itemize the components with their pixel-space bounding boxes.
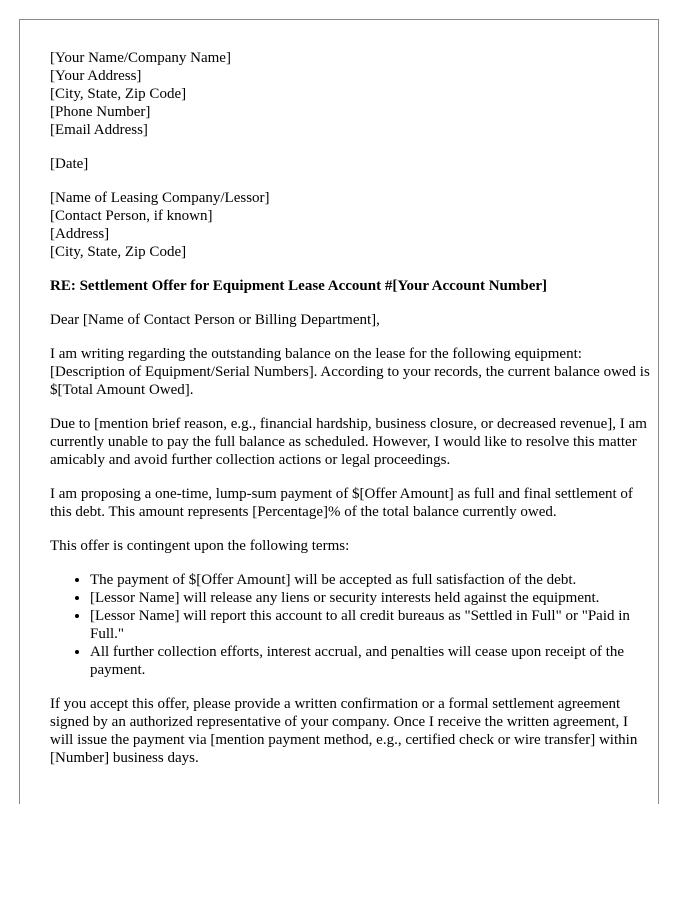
recipient-company: [Name of Leasing Company/Lessor] <box>50 190 270 206</box>
terms-list-item: • All further collection efforts, interest accrual, and penalties will cease upon receipt of the payment. <box>90 643 650 679</box>
sender-phone: [Phone Number] <box>50 104 151 120</box>
recipient-contact: [Contact Person, if known] <box>50 208 213 224</box>
paragraph-acceptance: If you accept this offer, please provide a written confirmation or a formal settlement agreement signed by an authorized representative of your company. Once I receive the written agreement, I will issue the payment via [mention payment method, e.g., certified check or wire transfer] within [Number] business days. <box>50 696 638 766</box>
recipient-block <box>50 189 650 261</box>
sender-block <box>50 49 650 139</box>
terms-list <box>50 571 650 679</box>
letter-date: [Date] <box>50 156 89 172</box>
letter-page <box>19 19 659 804</box>
sender-address: [Your Address] <box>50 68 142 84</box>
salutation: Dear [Name of Contact Person or Billing Department], <box>50 312 380 328</box>
sender-name: [Your Name/Company Name] <box>50 50 231 66</box>
letter-body <box>50 49 650 783</box>
recipient-city-state-zip: [City, State, Zip Code] <box>50 244 187 260</box>
sender-email: [Email Address] <box>50 122 148 138</box>
terms-list-item: • [Lessor Name] will report this account to all credit bureaus as "Settled in Full" or "Paid in Full." <box>90 607 650 643</box>
subject-line: RE: Settlement Offer for Equipment Lease Account #[Your Account Number] <box>50 278 548 294</box>
terms-list-item: • [Lessor Name] will release any liens or security interests held against the equipment. <box>90 589 650 607</box>
paragraph-proposal: I am proposing a one-time, lump-sum payment of $[Offer Amount] as full and final settlement of this debt. This amount represents [Percentage]% of the total balance currently owed. <box>50 486 633 520</box>
sender-city-state-zip: [City, State, Zip Code] <box>50 86 187 102</box>
paragraph-terms-intro: This offer is contingent upon the following terms: <box>50 538 350 554</box>
recipient-address: [Address] <box>50 226 110 242</box>
terms-list-item: • The payment of $[Offer Amount] will be accepted as full satisfaction of the debt. <box>90 571 650 589</box>
paragraph-reason: Due to [mention brief reason, e.g., financial hardship, business closure, or decreased revenue], I am currently unable to pay the full balance as scheduled. However, I would like to resolve this matter amicably and avoid further collection actions or legal proceedings. <box>50 416 647 468</box>
paragraph-balance: I am writing regarding the outstanding balance on the lease for the following equipment: [Description of Equipment/Serial Numbers]. According to your records, the current balance owed is $[Total Amount Owed]. <box>50 346 650 398</box>
